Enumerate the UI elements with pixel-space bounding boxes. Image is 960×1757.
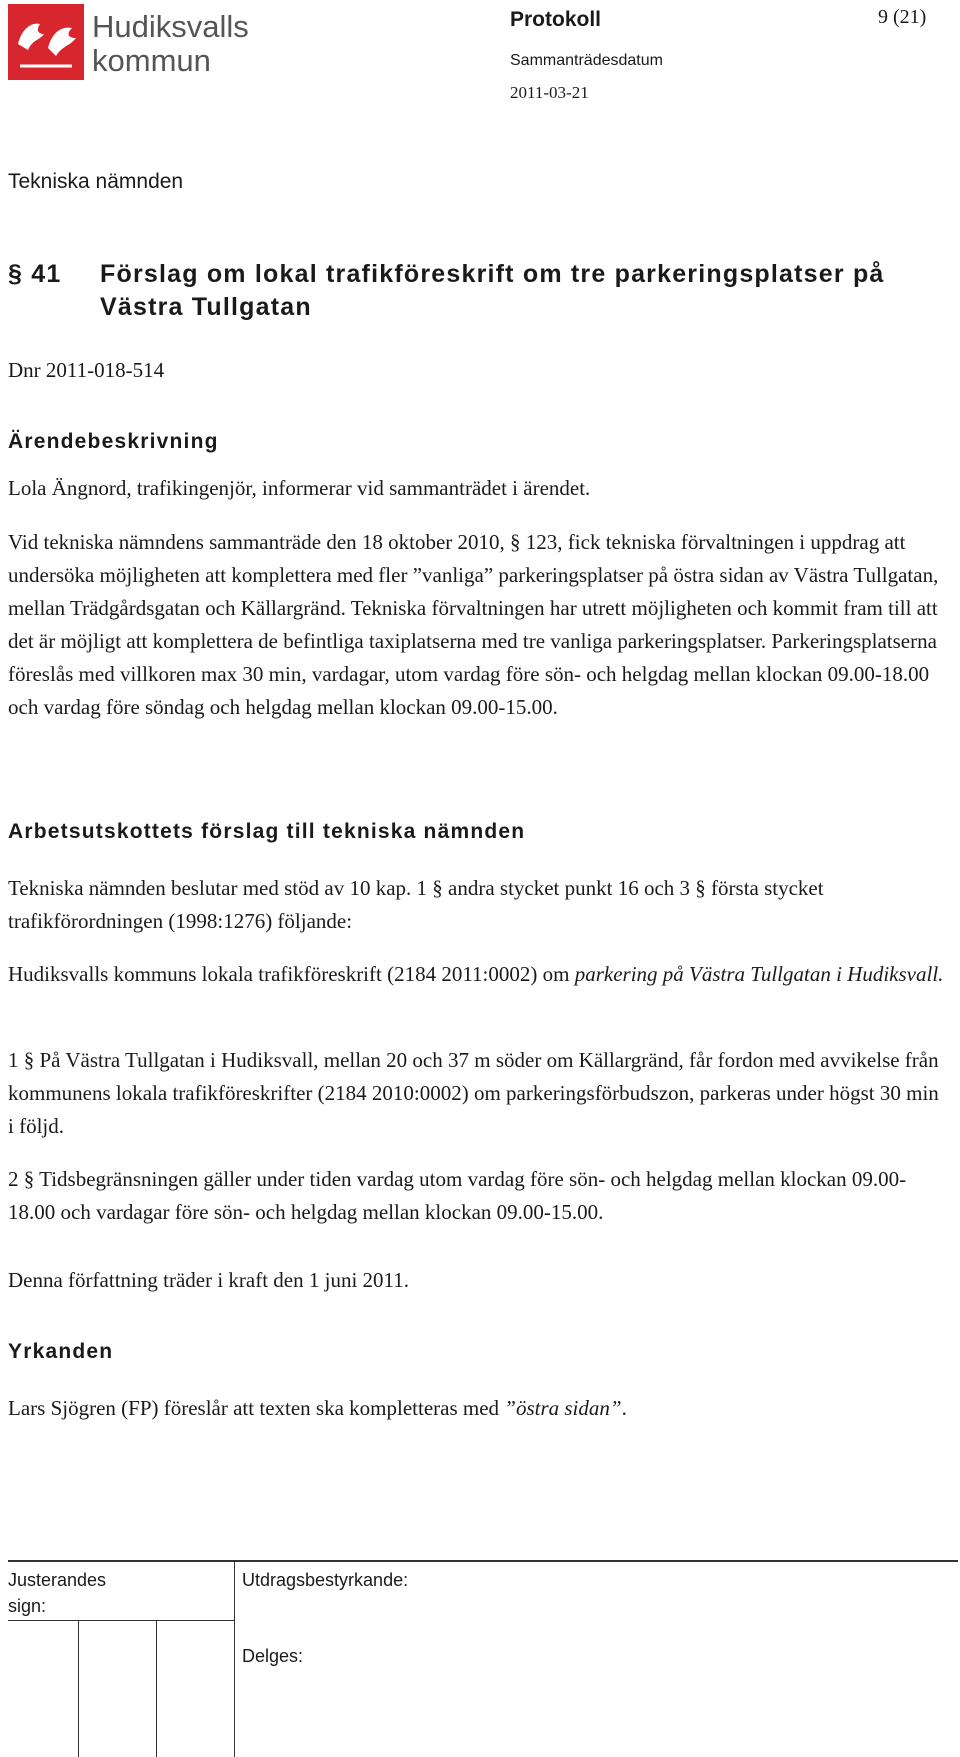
section-title: Förslag om lokal trafikföreskrift om tre parkeringsplatser på Västra Tullgatan xyxy=(100,260,885,321)
regulation-title-italic: parkering på Västra Tullgatan i Hudiksvall. xyxy=(574,962,944,986)
signature-table xyxy=(8,1560,958,1757)
motion-text-end: . xyxy=(621,1396,627,1420)
meeting-date: 2011-03-21 xyxy=(510,83,589,102)
kommun-shield-icon xyxy=(8,4,84,80)
motions-heading: Yrkanden xyxy=(8,1340,114,1363)
document-type: Protokoll xyxy=(510,8,602,31)
regulation-paragraph-2: 2 § Tidsbegränsningen gäller under tiden vardag utom vardag före sön- och helgdag mellan klockan 09.00-18.00 och vardagar före sön- och helgdag mellan klockan 09.00-15.00. xyxy=(8,1167,907,1224)
signature-row-divider xyxy=(8,1620,234,1621)
case-description-intro: Lola Ängnord, trafikingenjör, informerar vid sammanträdet i ärendet. xyxy=(8,476,591,500)
motion-text-italic: ”östra sidan” xyxy=(504,1396,622,1420)
page-number: 9 (21) xyxy=(878,6,927,28)
case-description-body: Vid tekniska nämndens sammanträde den 18 oktober 2010, § 123, fick tekniska förvaltningen i uppdrag att undersöka möjligheten att komplettera med fler ”vanliga” parkeringsplatser på östra sidan av Västra Tullgatan, mellan Trädgårdsgatan och Källargränd. Tekniska förvaltningen har utrett möjligheten och kommit fram till att det är möjligt att komplettera de befintliga taxiplatserna med tre vanliga parkeringsplatser. Parkeringsplatserna föreslås med villkoren max 30 min, vardagar, utom vardag före sön- och helgdag mellan klockan 09.00-18.00 och vardag före söndag och helgdag mellan klockan 09.00-15.00. xyxy=(8,530,939,719)
signature-column-divider-main xyxy=(234,1562,235,1757)
committee-proposal-heading: Arbetsutskottets förslag till tekniska nämnden xyxy=(8,820,526,843)
motion-text xyxy=(8,1392,948,1425)
regulation-title xyxy=(8,958,948,991)
case-description-heading: Ärendebeskrivning xyxy=(8,430,219,453)
diary-number: Dnr 2011-018-514 xyxy=(8,358,165,382)
signature-column-divider-2 xyxy=(156,1620,157,1757)
regulation-title-plain: Hudiksvalls kommuns lokala trafikföreskrift (2184 2011:0002) om xyxy=(8,962,575,986)
motion-text-plain: Lars Sjögren (FP) föreslår att texten ska kompletteras med xyxy=(8,1396,505,1420)
department-name: Tekniska nämnden xyxy=(8,170,184,193)
distribution-label: Delges: xyxy=(242,1646,304,1666)
signature-column-divider-1 xyxy=(78,1620,79,1757)
regulation-paragraph-1: 1 § På Västra Tullgatan i Hudiksvall, mellan 20 och 37 m söder om Källargränd, får fordon med avvikelse från kommunens lokala trafikföreskrifter (2184 2010:0002) om parkeringsförbudszon, parkeras under högst 30 min i följd. xyxy=(8,1048,939,1138)
sign-label: sign: xyxy=(8,1596,47,1616)
justerandes-label: Justerandes xyxy=(8,1570,107,1590)
logo-text-line1: Hudiksvalls xyxy=(92,9,249,44)
kommun-logo xyxy=(8,4,253,80)
section-number: § 41 xyxy=(8,260,62,288)
effective-date-text: Denna författning träder i kraft den 1 juni 2011. xyxy=(8,1268,410,1292)
meeting-date-label: Sammanträdesdatum xyxy=(510,52,663,69)
logo-text-line2: kommun xyxy=(92,43,211,78)
committee-proposal-intro: Tekniska nämnden beslutar med stöd av 10 kap. 1 § andra stycket punkt 16 och 3 § första stycket trafikförordningen (1998:1276) följande: xyxy=(8,876,824,933)
extract-certification-label: Utdragsbestyrkande: xyxy=(242,1570,409,1590)
